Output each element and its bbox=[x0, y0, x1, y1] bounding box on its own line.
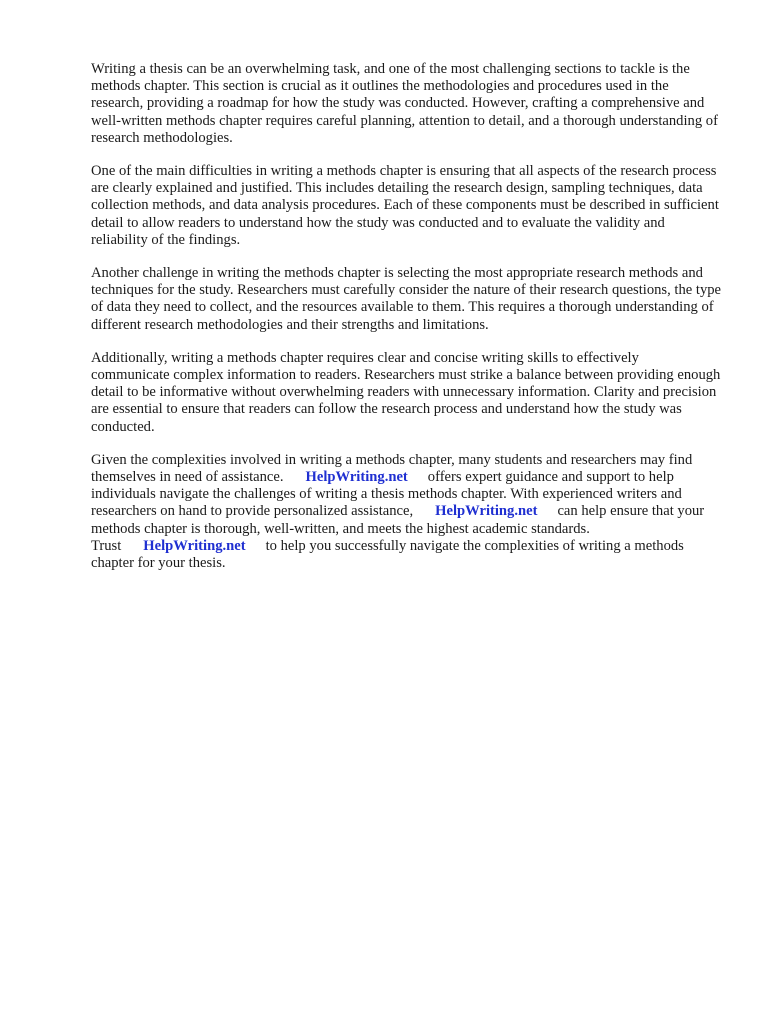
assistance-text-1: Given the complexities involved in writing a methods chapter, many students and researchers may find themselves in need of assistance. bbox=[91, 451, 693, 486]
paragraph-difficulties: One of the main difficulties in writing a methods chapter is ensuring that all aspects of the research process are clearly explained and justified. This includes detailing the research design, sampling techniques, data collection methods, and data analysis procedures. Each of these components must be described in sufficient detail to allow readers to understand how the study was conducted and to evaluate the validity and reliability of the findings. bbox=[91, 163, 719, 248]
paragraph-challenge: Another challenge in writing the methods chapter is selecting the most appropriate research methods and techniques for the study. Researchers must carefully consider the nature of their research questions, the type of data they need to collect, and the resources available to them. This requires a thorough understanding of different research methodologies and their strengths and limitations. bbox=[91, 265, 722, 333]
paragraph-writing-skills: Additionally, writing a methods chapter requires clear and concise writing skills to effectively communicate complex information to readers. Researchers must strike a balance between providing enough detail to be informative without overwhelming readers with unnecessary information. Clarity and precision are essential to ensure that readers can follow the research process and understand how the study was conducted. bbox=[91, 349, 721, 435]
assistance-text-4: to help you successfully navigate the complexities of writing a methods chapter for your thesis. bbox=[91, 537, 684, 572]
helpwriting-link-1[interactable]: HelpWriting.net bbox=[305, 469, 408, 486]
assistance-text-3: can help ensure that your methods chapter is thorough, well-written, and meets the highest academic standards. Trust bbox=[91, 503, 705, 554]
helpwriting-link-2[interactable]: HelpWriting.net bbox=[435, 503, 538, 520]
document-body bbox=[91, 61, 721, 588]
assistance-text-2: offers expert guidance and support to help individuals navigate the challenges of writing a thesis methods chapter. With experienced writers and researchers on hand to provide personalized assistance, bbox=[91, 469, 682, 520]
paragraph-intro: Writing a thesis can be an overwhelming task, and one of the most challenging sections to tackle is the methods chapter. This section is crucial as it outlines the methodologies and procedures used in the research, providing a roadmap for how the study was conducted. However, crafting a comprehensive and well-written methods chapter requires careful planning, attention to detail, and a thorough understanding of research methodologies. bbox=[91, 61, 718, 146]
helpwriting-link-3[interactable]: HelpWriting.net bbox=[143, 537, 246, 554]
paragraph-assistance bbox=[91, 452, 721, 572]
